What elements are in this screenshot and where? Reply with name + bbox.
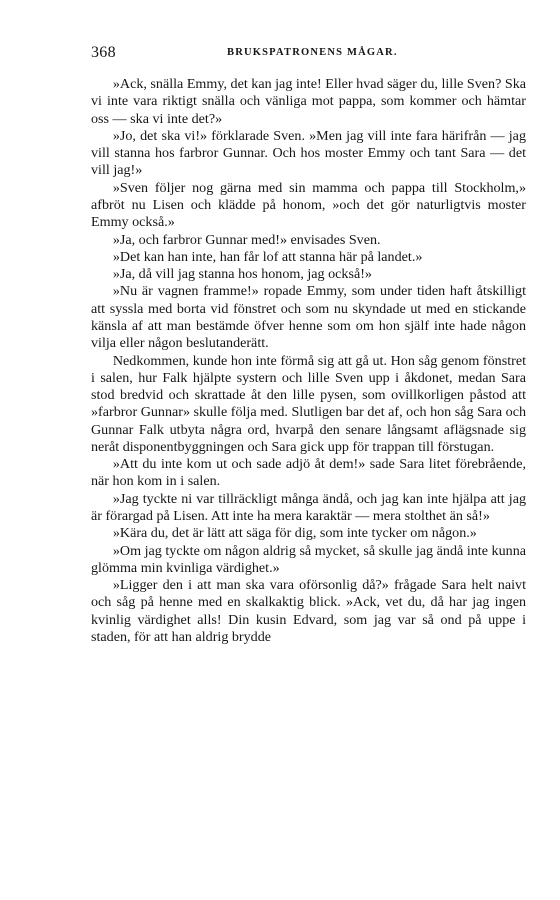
paragraph: »Jag tyckte ni var tillräckligt många ändå, och jag kan inte hjälpa att jag är förargad på Lisen. Att inte ha mera karaktär — mera stolthet än så!» [91, 490, 526, 525]
paragraph: »Ligger den i att man ska vara oförsonlig då?» frågade Sara helt naivt och såg på henne med en skalkaktig blick. »Ack, vet du, då har jag ingen kvinlig värdighet alls! Din kusin Edvard, som jag var så ond på uppe i staden, för att han aldrig brydde [91, 577, 526, 645]
paragraph: »Ja, och farbror Gunnar med!» envisades Sven. [112, 231, 381, 248]
page-number: 368 [91, 44, 116, 61]
paragraph: »Ja, då vill jag stanna hos honom, jag också!» [112, 266, 372, 283]
paragraph: »Kära du, det är lätt att säga för dig, som inte tycker om någon.» [112, 525, 477, 542]
paragraph: »Sven följer nog gärna med sin mamma och pappa till Stockholm,» afbröt nu Lisen och klädde på honom, »och det gör naturligtvis moster Emmy också.» [91, 179, 526, 231]
running-head [91, 44, 526, 64]
paragraph: »Nu är vagnen framme!» ropade Emmy, som under tiden haft åtskilligt att syssla med borta vid fönstret och som nu skyndade ut med en stickande känsla af att man bestämde öfver henne som om hon själf inte hade någon vilja eller någon beslutanderätt. [91, 283, 526, 352]
paragraph: »Om jag tyckte om någon aldrig så mycket, så skulle jag ändå inte kunna glömma min kvinliga värdighet.» [91, 542, 526, 576]
paragraph: Nedkommen, kunde hon inte förmå sig att gå ut. Hon såg genom fönstret i salen, hur Falk hjälpte systern och lille Sven upp i åkdonet, medan Sara stod bredvid och skrattade åt den lille pysen, som ovillkorligen påstod att »farbror Gunnar» skulle följa med. Slutligen bar det af, och hon såg Sara och Gunnar Falk utbyta några ord, hvarpå den senare långsamt aflägsnade sig neråt disponentbyggningen och Sara gick upp för trappan till förstugan. [91, 352, 526, 455]
paragraph: »Ack, snälla Emmy, det kan jag inte! Eller hvad säger du, lille Sven? Ska vi inte vara riktigt snälla och vänliga mot pappa, som kommer och hämtar oss — ska vi inte det?» [91, 76, 527, 127]
paragraph: »Att du inte kom ut och sade adjö åt dem!» sade Sara litet förebrående, när hon kom in i salen. [91, 456, 526, 490]
paragraph: »Det kan han inte, han får lof att stanna här på landet.» [112, 248, 423, 265]
paragraph: »Jo, det ska vi!» förklarade Sven. »Men jag vill inte fara härifrån — jag vill stanna hos farbror Gunnar. Och hos moster Emmy och tant Sara — det vill jag!» [91, 127, 526, 179]
body-text [91, 76, 526, 646]
running-title: BRUKSPATRONENS MÅGAR. [227, 47, 398, 58]
